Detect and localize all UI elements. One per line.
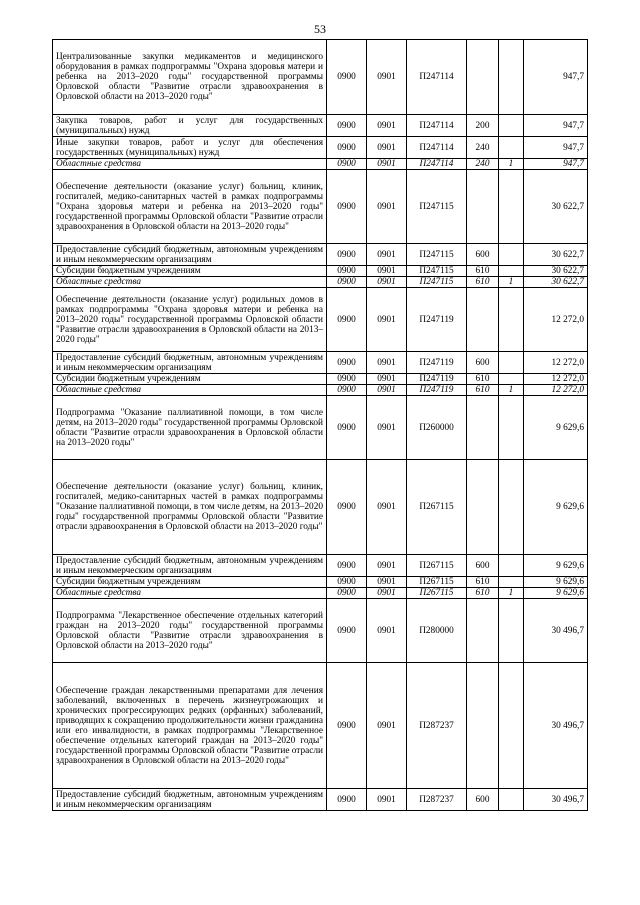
row-expense-type: 610 — [467, 277, 499, 288]
row-section-code: 0900 — [327, 277, 367, 288]
row-funding-source — [499, 266, 524, 277]
row-expense-type — [467, 599, 499, 663]
row-target-article: П247115 — [407, 170, 467, 244]
row-target-article: П247115 — [407, 266, 467, 277]
row-amount: 12 272,0 — [524, 352, 588, 374]
row-expense-type: 610 — [467, 588, 499, 599]
row-funding-source — [499, 115, 524, 137]
row-expense-type: 610 — [467, 385, 499, 396]
row-name: Централизованные закупки медикаментов и медицинского оборудования в рамках подпрограммы "Охрана здоровья матери и ребенка на 2013–2020 годы" государственной программы Орловской области "Развитие отрасли здравоохранения в Орловской области на 2013–2020 годы" — [53, 40, 327, 115]
table-row — [53, 599, 588, 663]
row-amount: 9 629,6 — [524, 577, 588, 588]
table-row — [53, 374, 588, 385]
row-funding-source — [499, 374, 524, 385]
row-target-article: П267115 — [407, 555, 467, 577]
row-expense-type — [467, 170, 499, 244]
table-row — [53, 352, 588, 374]
row-target-article: П267115 — [407, 460, 467, 555]
row-funding-source — [499, 396, 524, 460]
row-target-article: П247115 — [407, 277, 467, 288]
row-amount: 30 622,7 — [524, 277, 588, 288]
row-name: Областные средства — [53, 385, 327, 396]
table-row — [53, 170, 588, 244]
row-section-code: 0900 — [327, 352, 367, 374]
row-funding-source — [499, 288, 524, 352]
row-section-code: 0900 — [327, 385, 367, 396]
budget-table-body — [53, 40, 588, 811]
row-expense-type: 600 — [467, 789, 499, 811]
row-section-code: 0900 — [327, 789, 367, 811]
row-funding-source: 1 — [499, 385, 524, 396]
row-funding-source — [499, 137, 524, 159]
row-section-code: 0900 — [327, 288, 367, 352]
row-expense-type — [467, 460, 499, 555]
row-subsection-code: 0901 — [367, 244, 407, 266]
row-subsection-code: 0901 — [367, 460, 407, 555]
row-target-article: П287237 — [407, 789, 467, 811]
table-row — [53, 385, 588, 396]
row-funding-source — [499, 663, 524, 789]
row-section-code: 0900 — [327, 266, 367, 277]
row-amount: 30 496,7 — [524, 599, 588, 663]
row-subsection-code: 0901 — [367, 288, 407, 352]
row-target-article: П267115 — [407, 588, 467, 599]
row-subsection-code: 0901 — [367, 396, 407, 460]
row-target-article: П247119 — [407, 288, 467, 352]
row-target-article: П260000 — [407, 396, 467, 460]
row-name: Обеспечение деятельности (оказание услуг) больниц, клиник, госпиталей, медико-санитарных частей в рамках подпрограммы "Охрана здоровья матери и ребенка на 2013–2020 годы" государственной программы Орловской области "Развитие отрасли здравоохранения в Орловской области на 2013–2020 годы" — [53, 170, 327, 244]
table-row — [53, 396, 588, 460]
row-amount: 30 496,7 — [524, 789, 588, 811]
row-section-code: 0900 — [327, 115, 367, 137]
row-expense-type: 600 — [467, 555, 499, 577]
row-name: Предоставление субсидий бюджетным, автономным учреждениям и иным некоммерческим организациям — [53, 789, 327, 811]
row-target-article: П247119 — [407, 374, 467, 385]
row-funding-source: 1 — [499, 159, 524, 170]
row-subsection-code: 0901 — [367, 663, 407, 789]
row-section-code: 0900 — [327, 599, 367, 663]
row-name: Субсидии бюджетным учреждениям — [53, 374, 327, 385]
row-amount: 12 272,0 — [524, 288, 588, 352]
table-row — [53, 277, 588, 288]
row-subsection-code: 0901 — [367, 385, 407, 396]
row-target-article: П287237 — [407, 663, 467, 789]
row-name: Обеспечение деятельности (оказание услуг) родильных домов в рамках подпрограммы "Охрана здоровья матери и ребенка на 2013–2020 годы" государственной программы Орловской области "Развитие отрасли здравоохранения в Орловской области на 2013–2020 годы" — [53, 288, 327, 352]
row-section-code: 0900 — [327, 460, 367, 555]
row-name: Предоставление субсидий бюджетным, автономным учреждениям и иным некоммерческим организациям — [53, 244, 327, 266]
table-row — [53, 288, 588, 352]
row-section-code: 0900 — [327, 374, 367, 385]
row-funding-source — [499, 555, 524, 577]
row-amount: 9 629,6 — [524, 588, 588, 599]
row-name: Подпрограмма "Лекарственное обеспечение отдельных категорий граждан на 2013–2020 годы" государственной программы Орловской области "Развитие отрасли здравоохранения в Орловской области на 2013–2020 годы" — [53, 599, 327, 663]
row-amount: 30 622,7 — [524, 244, 588, 266]
row-section-code: 0900 — [327, 244, 367, 266]
row-section-code: 0900 — [327, 40, 367, 115]
row-funding-source: 1 — [499, 277, 524, 288]
row-amount: 30 622,7 — [524, 266, 588, 277]
row-funding-source — [499, 577, 524, 588]
budget-table — [52, 39, 588, 811]
row-name: Областные средства — [53, 277, 327, 288]
row-subsection-code: 0901 — [367, 170, 407, 244]
row-section-code: 0900 — [327, 588, 367, 599]
row-subsection-code: 0901 — [367, 115, 407, 137]
table-row — [53, 159, 588, 170]
table-row — [53, 137, 588, 159]
row-name: Областные средства — [53, 588, 327, 599]
row-section-code: 0900 — [327, 396, 367, 460]
table-row — [53, 266, 588, 277]
table-row — [53, 577, 588, 588]
row-subsection-code: 0901 — [367, 577, 407, 588]
row-expense-type: 600 — [467, 244, 499, 266]
table-row — [53, 555, 588, 577]
row-subsection-code: 0901 — [367, 588, 407, 599]
table-row — [53, 588, 588, 599]
row-expense-type: 610 — [467, 577, 499, 588]
table-row — [53, 115, 588, 137]
row-expense-type — [467, 40, 499, 115]
row-funding-source — [499, 599, 524, 663]
row-expense-type: 240 — [467, 137, 499, 159]
row-expense-type: 240 — [467, 159, 499, 170]
row-name: Иные закупки товаров, работ и услуг для обеспечения государственных (муниципальных) нужд — [53, 137, 327, 159]
table-row — [53, 789, 588, 811]
row-amount: 947,7 — [524, 115, 588, 137]
row-subsection-code: 0901 — [367, 40, 407, 115]
table-row — [53, 244, 588, 266]
row-subsection-code: 0901 — [367, 789, 407, 811]
row-name: Предоставление субсидий бюджетным, автономным учреждениям и иным некоммерческим организациям — [53, 352, 327, 374]
row-funding-source — [499, 352, 524, 374]
row-funding-source: 1 — [499, 588, 524, 599]
row-name: Субсидии бюджетным учреждениям — [53, 266, 327, 277]
row-target-article: П280000 — [407, 599, 467, 663]
table-row — [53, 40, 588, 115]
page-number: 53 — [314, 22, 326, 36]
row-subsection-code: 0901 — [367, 159, 407, 170]
row-funding-source — [499, 789, 524, 811]
row-amount: 947,7 — [524, 40, 588, 115]
row-name: Обеспечение деятельности (оказание услуг) больниц, клиник, госпиталей, медико-санитарных частей в рамках подпрограммы "Оказание паллиативной помощи, в том числе детям, на 2013–2020 годы" государственной программы Орловской области "Развитие отрасли здравоохранения в Орловской области на 2013–2020 годы" — [53, 460, 327, 555]
row-subsection-code: 0901 — [367, 555, 407, 577]
row-subsection-code: 0901 — [367, 374, 407, 385]
row-funding-source — [499, 244, 524, 266]
row-expense-type: 610 — [467, 374, 499, 385]
row-amount: 947,7 — [524, 159, 588, 170]
row-section-code: 0900 — [327, 137, 367, 159]
row-expense-type: 200 — [467, 115, 499, 137]
row-subsection-code: 0901 — [367, 277, 407, 288]
row-funding-source — [499, 40, 524, 115]
table-row — [53, 460, 588, 555]
row-section-code: 0900 — [327, 663, 367, 789]
table-row — [53, 663, 588, 789]
row-name: Областные средства — [53, 159, 327, 170]
row-name: Закупка товаров, работ и услуг для государственных (муниципальных) нужд — [53, 115, 327, 137]
row-amount: 30 496,7 — [524, 663, 588, 789]
row-target-article: П247119 — [407, 352, 467, 374]
row-expense-type — [467, 288, 499, 352]
row-subsection-code: 0901 — [367, 266, 407, 277]
row-expense-type — [467, 396, 499, 460]
row-section-code: 0900 — [327, 577, 367, 588]
row-funding-source — [499, 460, 524, 555]
row-target-article: П247115 — [407, 244, 467, 266]
row-name: Обеспечение граждан лекарственными препаратами для лечения заболеваний, включенных в перечень жизнеугрожающих и хронических прогрессирующих редких (орфанных) заболеваний, приводящих к сокращению продолжительности жизни гражданина или его инвалидности, в рамках подпрограммы "Лекарственное обеспечение отдельных категорий граждан на 2013–2020 годы" государственной программы Орловской области "Развитие отрасли здравоохранения в Орловской области на 2013–2020 годы" — [53, 663, 327, 789]
row-target-article: П247114 — [407, 40, 467, 115]
row-amount: 947,7 — [524, 137, 588, 159]
row-subsection-code: 0901 — [367, 352, 407, 374]
row-section-code: 0900 — [327, 555, 367, 577]
row-section-code: 0900 — [327, 170, 367, 244]
row-target-article: П247114 — [407, 137, 467, 159]
row-expense-type: 610 — [467, 266, 499, 277]
row-name: Предоставление субсидий бюджетным, автономным учреждениям и иным некоммерческим организациям — [53, 555, 327, 577]
row-amount: 30 622,7 — [524, 170, 588, 244]
row-funding-source — [499, 170, 524, 244]
row-amount: 12 272,0 — [524, 385, 588, 396]
row-subsection-code: 0901 — [367, 137, 407, 159]
row-amount: 9 629,6 — [524, 555, 588, 577]
row-target-article: П247114 — [407, 115, 467, 137]
row-target-article: П247114 — [407, 159, 467, 170]
row-name: Субсидии бюджетным учреждениям — [53, 577, 327, 588]
row-amount: 12 272,0 — [524, 374, 588, 385]
row-target-article: П267115 — [407, 577, 467, 588]
row-name: Подпрограмма "Оказание паллиативной помощи, в том числе детям, на 2013–2020 годы" государственной программы Орловской области "Развитие отрасли здравоохранения в Орловской области на 2013–2020 годы" — [53, 396, 327, 460]
row-target-article: П247119 — [407, 385, 467, 396]
row-subsection-code: 0901 — [367, 599, 407, 663]
row-expense-type: 600 — [467, 352, 499, 374]
row-amount: 9 629,6 — [524, 460, 588, 555]
row-expense-type — [467, 663, 499, 789]
row-amount: 9 629,6 — [524, 396, 588, 460]
row-section-code: 0900 — [327, 159, 367, 170]
